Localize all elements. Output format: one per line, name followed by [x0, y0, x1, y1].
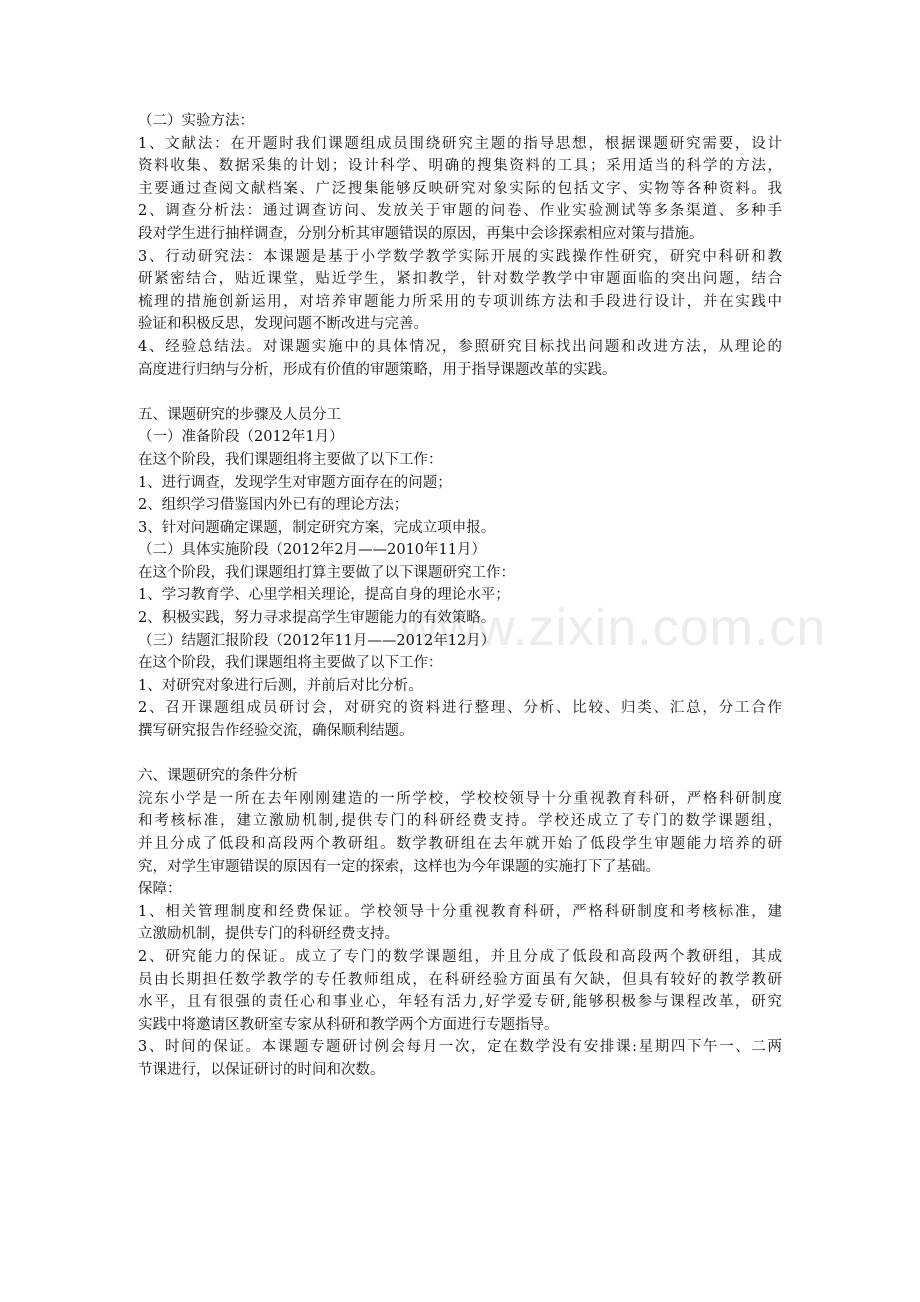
section-heading-steps: 五、课题研究的步骤及人员分工 [138, 406, 341, 423]
section-heading-methods: （二）实验方法： [138, 113, 254, 129]
paragraph-line: 在这个阶段，我们课题组打算主要做了以下课题研究工作： [138, 564, 515, 581]
list-item: 2、研究能力的保证。成立了专门的数学课题组，并且分成了低段和高段两个教研组，其成 [138, 948, 782, 965]
paragraph-line: 1、文献法：在开题时我们课题组成员围绕研究主题的指导思想，根据课题研究需要，设计 [138, 135, 782, 152]
paragraph-line: 在这个阶段，我们课题组将主要做了以下工作： [138, 655, 443, 672]
paragraph-line: 研紧密结合，贴近课堂，贴近学生，紧扣教学，针对数学教学中审题面临的突出问题，结合 [138, 271, 782, 288]
list-item: 员由长期担任数学教学的专任教师组成，在科研经验方面虽有欠缺，但具有较好的教学教研 [138, 971, 782, 988]
subsection-heading: （三）结题汇报阶段（2012年11月——2012年12月） [138, 632, 496, 649]
document-body [138, 110, 782, 1082]
list-item: 1、对研究对象进行后测，并前后对比分析。 [138, 677, 423, 694]
list-item: 水平，且有很强的责任心和事业心，年轻有活力,好学爱专研,能够积极参与课程改革，研究 [138, 994, 782, 1011]
blank-line [138, 381, 782, 404]
paragraph-line: 并且分成了低段和高段两个教研组。数学教研组在去年就开始了低段学生审题能力培养的研 [138, 836, 782, 852]
blank-line [138, 743, 782, 766]
watermark: www.zixin.com.cn [400, 599, 827, 657]
paragraph-line: 3、行动研究法：本课题是基于小学数学教学实际开展的实践操作性研究，研究中科研和教 [138, 248, 782, 265]
subsection-heading: （一）准备阶段（2012年1月） [138, 429, 344, 446]
list-item: 1、进行调查，发现学生对审题方面存在的问题； [138, 474, 452, 491]
paragraph-line: 浣东小学是一所在去年刚刚建造的一所学校，学校校领导十分重视教育科研，严格科研制度 [138, 790, 782, 807]
list-item: 2、积极实践，努力寻求提高学生审题能力的有效策略。 [138, 610, 496, 627]
list-item: 1、学习教育学、心里学相关理论，提高自身的理论水平； [138, 587, 510, 604]
paragraph-line: 2、调查分析法：通过调查访问、发放关于审题的问卷、作业实验测试等多条渠道、多种手 [138, 203, 782, 220]
paragraph-line: 梳理的措施创新运用，对培养审题能力所采用的专项训练方法和手段进行设计，并在实践中 [138, 293, 782, 310]
subsection-heading: （二）具体实施阶段（2012年2月——2010年11月） [138, 542, 486, 559]
paragraph-line: 资料收集、数据采集的计划；设计科学、明确的搜集资料的工具；采用适当的科学的方法， [138, 158, 782, 175]
list-item: 3、针对问题确定课题，制定研究方案，完成立项申报。 [138, 519, 496, 536]
list-item: 实践中将邀请区教研室专家从科研和教学两个方面进行专题指导。 [138, 1016, 559, 1033]
paragraph-line: 4、经验总结法。对课题实施中的具体情况，参照研究目标找出问题和改进方法，从理论的 [138, 338, 782, 355]
list-item: 2、召开课题组成员研讨会，对研究的资料进行整理、分析、比较、归类、汇总，分工合作 [138, 700, 782, 717]
paragraph-line: 究，对学生审题错误的原因有一定的探索，这样也为今年课题的实施打下了基础。 [138, 858, 660, 875]
list-item: 3、时间的保证。本课题专题研讨例会每月一次，定在数学没有安排课:星期四下午一、二两 [138, 1039, 782, 1056]
paragraph-line: 主要通过查阅文献档案、广泛搜集能够反映研究对象实际的包括文字、实物等各种资料。我 [138, 180, 782, 197]
list-item: 立激励机制，提供专门的科研经费支持。 [138, 926, 399, 943]
paragraph-line: 高度进行归纳与分析，形成有价值的审题策略，用于指导课题改革的实践。 [138, 361, 617, 378]
paragraph-line: 段对学生进行抽样调查，分别分析其审题错误的原因，再集中会诊探索相应对策与措施。 [138, 225, 704, 242]
list-item: 2、组织学习借鉴国内外已有的理论方法； [138, 497, 409, 514]
paragraph-line: 验证和积极反思，发现问题不断改进与完善。 [138, 316, 428, 333]
paragraph-line: 和考核标准，建立激励机制,提供专门的科研经费支持。学校还成立了专门的数学课题组， [138, 813, 782, 830]
list-item: 撰写研究报告作经验交流，确保顺利结题。 [138, 723, 414, 740]
paragraph-line: 保障： [138, 881, 182, 898]
paragraph-line: 在这个阶段，我们课题组将主要做了以下工作： [138, 451, 443, 468]
list-item: 1、相关管理制度和经费保证。学校领导十分重视教育科研，严格科研制度和考核标准，建 [138, 903, 782, 920]
section-heading-conditions: 六、课题研究的条件分析 [138, 768, 298, 785]
list-item: 节课进行，以保证研讨的时间和次数。 [138, 1061, 385, 1078]
